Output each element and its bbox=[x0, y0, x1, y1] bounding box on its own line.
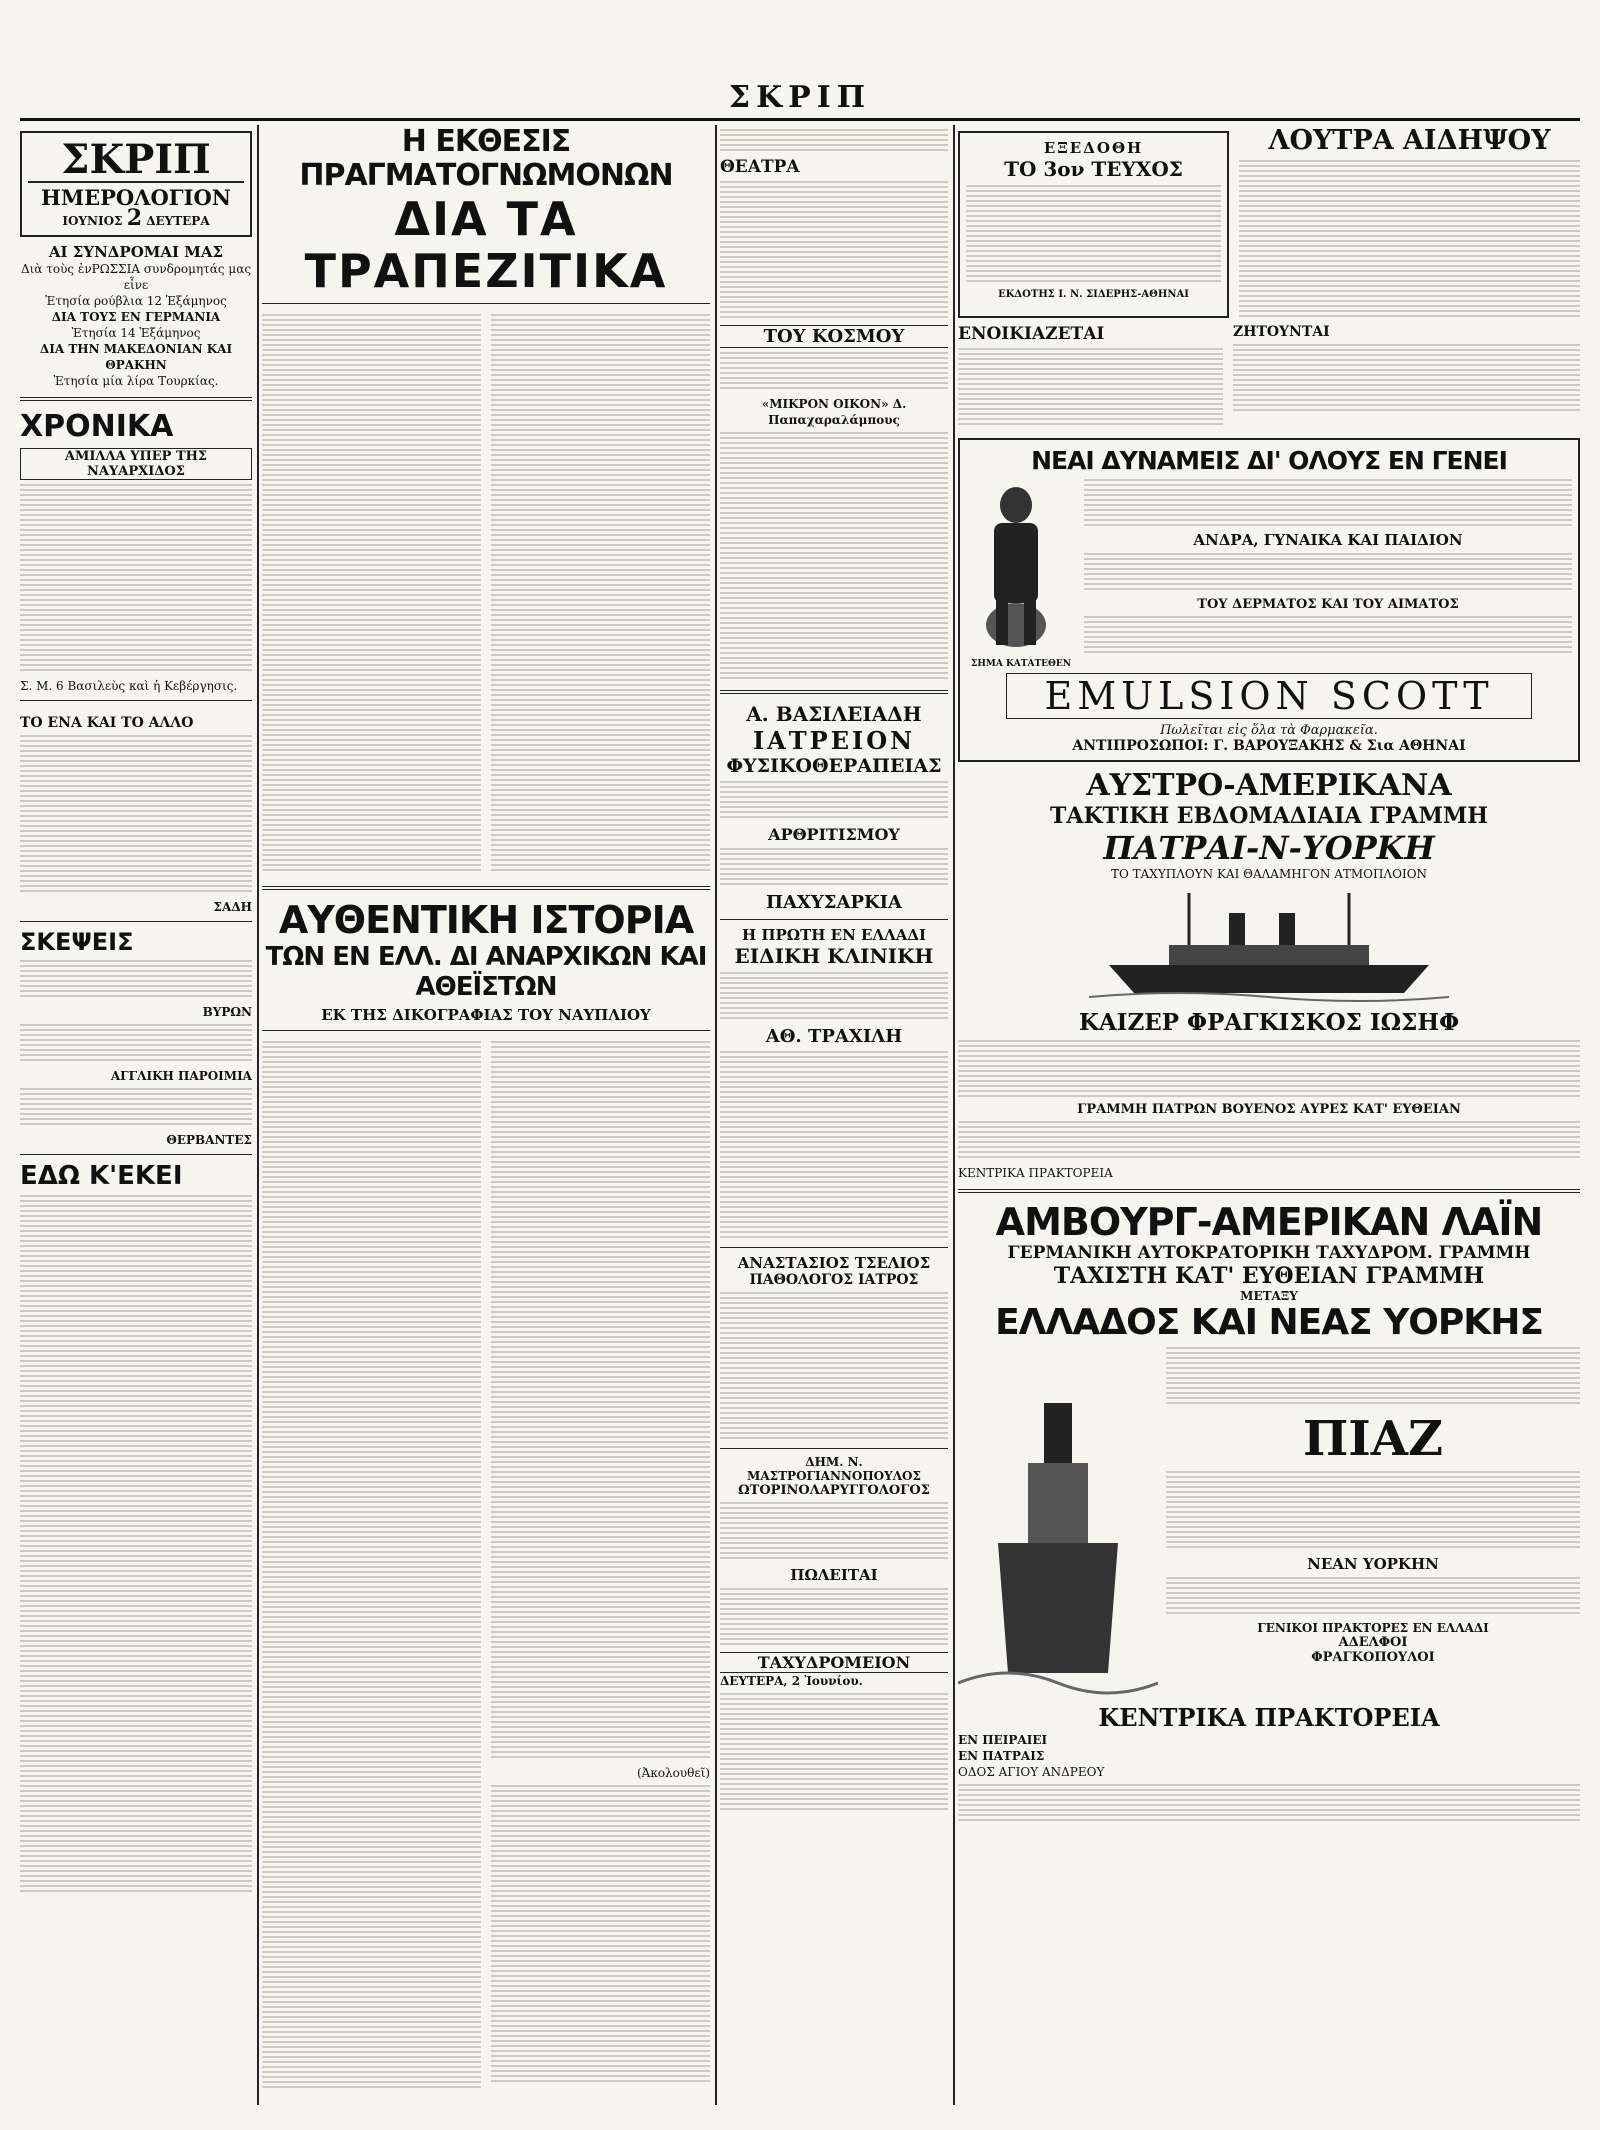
divider bbox=[20, 1154, 252, 1155]
text-block bbox=[720, 1292, 948, 1442]
section-title: ΤΑΧΥΔΡΟΜΕΙΟΝ bbox=[720, 1652, 948, 1673]
headline: Η ΕΚΘΕΣΙΣ ΠΡΑΓΜΑΤΟΓΝΩΜΟΝΩΝ bbox=[299, 125, 673, 193]
fisherman-icon bbox=[966, 475, 1066, 655]
shop-name: «ΜΙΚΡΟΝ ΟΙΚΟΝ» Δ. Παπαχαραλάμπους bbox=[761, 397, 907, 427]
trademark-label: ΣΗΜΑ ΚΑΤΑΤΕΘΕΝ bbox=[971, 659, 1071, 669]
ad-title: ΙΑΤΡΕΙΟΝ bbox=[752, 726, 916, 755]
text-block bbox=[720, 848, 948, 888]
text-block bbox=[720, 432, 948, 682]
doctor-name: Α. ΒΑΣΙΛΕΙΑΔΗ bbox=[746, 702, 922, 726]
subs-line: Ἐτησία 14 Ἑξάμηνος bbox=[71, 326, 201, 340]
ad-title: ΚΕΝΤΡΙΚΑ ΠΡΑΚΤΟΡΕΙΑ bbox=[1098, 1703, 1440, 1732]
section-subtitle: ΑΜΙΛΛΑ ΥΠΕΡ ΤΗΣ ΝΑΥΑΡΧΙΔΟΣ bbox=[20, 448, 252, 480]
ad-title: ΑΥΣΤΡΟ-ΑΜΕΡΙΚΑΝΑ bbox=[1086, 768, 1452, 803]
author: ΘΕΡΒΑΝΤΕΣ bbox=[166, 1133, 252, 1147]
text-block bbox=[720, 1588, 948, 1648]
column-4 bbox=[958, 125, 1580, 2110]
ad-title: ΤΟ 3ον ΤΕΥΧΟΣ bbox=[1004, 157, 1183, 181]
column-3 bbox=[720, 125, 948, 2110]
divider bbox=[20, 700, 252, 701]
text-block bbox=[491, 314, 710, 874]
book-ad bbox=[958, 131, 1229, 318]
text-block bbox=[958, 1121, 1580, 1161]
ad-title: ΑΡΘΡΙΤΙΣΜΟΥ bbox=[768, 825, 900, 844]
text-block bbox=[1084, 616, 1572, 656]
doctor-title: ΩΤΟΡΙΝΟΛΑΡΥΓΓΟΛΟΓΟΣ bbox=[738, 1483, 930, 1498]
divider bbox=[20, 921, 252, 922]
pharmacies-note: Πωλεῖται εἰς ὅλα τὰ Φαρμακεῖα. bbox=[1160, 723, 1378, 738]
text-block bbox=[20, 484, 252, 674]
doctor-name: ΑΘ. ΤΡΑΧΙΛΗ bbox=[765, 1026, 903, 1047]
emulsion-ad bbox=[958, 438, 1580, 762]
text-block bbox=[491, 1041, 710, 1761]
text-block bbox=[1166, 1577, 1580, 1617]
text-block bbox=[1233, 344, 1580, 414]
divider bbox=[720, 1448, 948, 1449]
section-title: ΧΡΟΝΙΚΑ bbox=[20, 409, 174, 444]
author: ΒΥΡΩΝ bbox=[202, 1005, 252, 1019]
top-rule bbox=[20, 118, 1580, 121]
logo-box bbox=[20, 131, 252, 237]
text-block bbox=[1084, 479, 1572, 527]
headline: ΔΙΑ ΤΑ ΤΡΑΠΕΖΙΤΙΚΑ bbox=[304, 192, 668, 298]
ad-subtitle: ΓΕΡΜΑΝΙΚΗ ΑΥΤΟΚΡΑΤΟΡΙΚΗ ΤΑΧΥΔΡΟΜ. ΓΡΑΜΜΗ bbox=[1007, 1243, 1531, 1263]
ad-subtitle: ΜΕΤΑΞΥ bbox=[1240, 1289, 1298, 1303]
text-block bbox=[958, 1040, 1580, 1098]
ad-subtitle: ΤΟΥ ΔΕΡΜΑΤΟΣ ΚΑΙ ΤΟΥ ΑΙΜΑΤΟΣ bbox=[1197, 597, 1459, 612]
column-divider bbox=[257, 125, 259, 2105]
section-date: ΔΕΥΤΕΡΑ, 2 Ἰουνίου. bbox=[720, 1674, 863, 1688]
divider bbox=[20, 397, 252, 401]
divider bbox=[262, 303, 710, 304]
text-block bbox=[1166, 1347, 1580, 1407]
subs-line: ΔΙΑ ΤΗΝ ΜΑΚΕΔΟΝΙΑΝ ΚΑΙ ΘΡΑΚΗΝ bbox=[39, 342, 233, 372]
rent-ad bbox=[958, 324, 1223, 432]
text-block bbox=[720, 781, 948, 821]
subs-line: Ἐτησία μία λίρα Τουρκίας. bbox=[53, 374, 219, 388]
section-title: ΤΟ ΕΝΑ ΚΑΙ ΤΟ ΑΛΛΟ bbox=[20, 715, 194, 731]
subs-line: Ἐτησία ρούβλια 12 Ἑξάμηνος bbox=[45, 294, 227, 308]
logo: ΣΚΡΙΠ bbox=[61, 136, 211, 183]
ad-title: ΕΞΕΔΟΘΗ bbox=[1043, 139, 1144, 157]
story-title: ΑΥΘΕΝΤΙΚΗ ΙΣΤΟΡΙΑ bbox=[278, 898, 694, 942]
baths-ad bbox=[1239, 125, 1580, 324]
masthead-title: ΣΚΡΙΠ bbox=[728, 80, 872, 115]
ad-title: ΑΜΒΟΥΡΓ-ΑΜΕΡΙΚΑΝ ΛΑΪΝ bbox=[995, 1200, 1543, 1244]
ad-subtitle: ΑΝΔΡΑ, ΓΥΝΑΙΚΑ ΚΑΙ ΠΑΙΔΙΟΝ bbox=[1193, 531, 1463, 549]
text-block bbox=[720, 1051, 948, 1241]
text-block bbox=[720, 129, 948, 153]
author: ΑΓΓΛΙΚΗ ΠΑΡΟΙΜΙΑ bbox=[110, 1069, 252, 1083]
agents-title: ΓΕΝΙΚΟΙ ΠΡΑΚΤΟΡΕΣ ΕΝ ΕΛΛΑΔΙ bbox=[1257, 1621, 1489, 1635]
publisher: ΕΚΔΟΤΗΣ Ι. Ν. ΣΙΔΕΡΗΣ-ΑΘΗΝΑΙ bbox=[998, 289, 1189, 300]
story-subtitle: ΕΚ ΤΗΣ ΔΙΚΟΓΡΑΦΙΑΣ ΤΟΥ ΝΑΥΠΛΙΟΥ bbox=[321, 1006, 651, 1024]
article-col bbox=[262, 1037, 481, 2095]
text-block bbox=[20, 1088, 252, 1128]
ad-route: ΓΡΑΜΜΗ ΠΑΤΡΩΝ ΒΟΥΕΝΟΣ ΑΥΡΕΣ ΚΑΤ' ΕΥΘΕΙΑΝ bbox=[1077, 1102, 1461, 1117]
poem-block bbox=[20, 735, 252, 895]
section-title: ΘΕΑΤΡΑ bbox=[720, 157, 800, 177]
author: ΣΑΔΗ bbox=[213, 900, 252, 914]
text-block bbox=[20, 1024, 252, 1064]
divider bbox=[720, 1247, 948, 1248]
column-divider bbox=[953, 125, 955, 2105]
month: ΙΟΥΝΙΟΣ bbox=[62, 214, 123, 228]
hamburg-body bbox=[958, 1343, 1580, 1703]
ad-title: ΦΥΣΙΚΟΘΕΡΑΠΕΙΑΣ bbox=[726, 755, 942, 777]
ship-name: ΠΙΑΖ bbox=[1302, 1411, 1444, 1467]
emulsion-text bbox=[1084, 475, 1572, 669]
section-title: ΕΔΩ Κ'ΕΚΕΙ bbox=[20, 1161, 183, 1191]
agents-name: ΑΔΕΛΦΟΙ bbox=[1338, 1635, 1408, 1650]
ship-name: ΚΑΙΖΕΡ ΦΡΑΓΚΙΣΚΟΣ ΙΩΣΗΦ bbox=[1078, 1009, 1460, 1036]
ad-subtitle: ΤΑΧΙΣΤΗ ΚΑΤ' ΕΥΘΕΙΑΝ ΓΡΑΜΜΗ bbox=[1053, 1263, 1485, 1289]
hamburg-text bbox=[1166, 1343, 1580, 1703]
ad-title: ΠΩΛΕΙΤΑΙ bbox=[790, 1566, 878, 1584]
continued-note: (Ἀκολουθεῖ) bbox=[636, 1766, 710, 1780]
text-block bbox=[720, 1693, 948, 1813]
divider bbox=[262, 886, 710, 890]
ad-subtitle: ΤΑΚΤΙΚΗ ΕΒΔΟΜΑΔΙΑΙΑ ΓΡΑΜΜΗ bbox=[1050, 803, 1488, 829]
masthead bbox=[0, 0, 1600, 120]
text-block bbox=[262, 314, 481, 874]
agency-line: ΚΕΝΤΡΙΚΑ ΠΡΑΚΤΟΡΕΙΑ bbox=[958, 1166, 1113, 1180]
text-block bbox=[262, 1041, 481, 2091]
representatives: ΑΝΤΙΠΡΟΣΩΠΟΙ: Γ. ΒΑΡΟΥΞΑΚΗΣ & Σια ΑΘΗΝΑΙ bbox=[1072, 738, 1466, 754]
doctor-title: ΠΑΘΟΛΟΓΟΣ ΙΑΤΡΟΣ bbox=[749, 1272, 919, 1288]
agency-city: ΕΝ ΠΑΤΡΑΙΣ bbox=[958, 1749, 1045, 1763]
ad-title: ΠΑΧΥΣΑΡΚΙΑ bbox=[765, 892, 903, 913]
subs-line: Διὰ τοὺς ἐνΡΩΣΣΙΑ συνδρομητάς μας εἶνε bbox=[20, 262, 252, 292]
divider bbox=[262, 1030, 710, 1031]
divider bbox=[958, 1189, 1580, 1193]
text-block bbox=[958, 1784, 1580, 1824]
text-block bbox=[966, 185, 1221, 285]
second-row bbox=[958, 324, 1580, 432]
section-title: ΤΟΥ ΚΟΣΜΟΥ bbox=[720, 325, 948, 348]
doctor-name: ΑΝΑΣΤΑΣΙΟΣ ΤΣΕΛΙΟΣ bbox=[737, 1254, 931, 1272]
ad-route: ΕΛΛΑΔΟΣ ΚΑΙ ΝΕΑΣ ΥΟΡΚΗΣ bbox=[995, 1302, 1543, 1343]
article-col bbox=[491, 1037, 710, 2095]
ad-title: ΛΟΥΤΡΑ ΑΙΔΗΨΟΥ bbox=[1268, 125, 1551, 156]
ad-title: ΕΝΟΙΚΙΑΖΕΤΑΙ bbox=[958, 324, 1105, 344]
subs-line: ΔΙΑ ΤΟΥΣ ΕΝ ΓΕΡΜΑΝΙΑ bbox=[51, 310, 221, 324]
trademark-area bbox=[966, 475, 1076, 669]
agency-address: ΟΔΟΣ ΑΓΙΟΥ ΑΝΔΡΕΟΥ bbox=[958, 1765, 1105, 1779]
article-columns bbox=[262, 1037, 710, 2095]
wanted-ad bbox=[1233, 324, 1580, 432]
text-block bbox=[20, 960, 252, 1000]
text-block bbox=[720, 1502, 948, 1562]
ocean-liner-icon bbox=[958, 1343, 1158, 1703]
ad-title: ΕΙΔΙΚΗ ΚΛΙΝΙΚΗ bbox=[734, 944, 934, 968]
emulsion-brand: EMULSION SCOTT bbox=[1006, 673, 1532, 719]
text-block bbox=[20, 1195, 252, 1895]
article-col bbox=[491, 310, 710, 878]
text-block bbox=[491, 1785, 710, 2085]
signature: Σ. Μ. 6 Βασιλεὺς καὶ ἡ Κεβέργησις. bbox=[20, 679, 238, 693]
text-block bbox=[720, 352, 948, 392]
text-block bbox=[1239, 160, 1580, 320]
text-block bbox=[720, 181, 948, 321]
column-divider bbox=[715, 125, 717, 2105]
agents-name: ΦΡΑΓΚΟΠΟΥΛΟΙ bbox=[1311, 1650, 1435, 1665]
top-row bbox=[958, 125, 1580, 324]
article-col bbox=[262, 310, 481, 878]
text-block bbox=[720, 972, 948, 1022]
divider bbox=[720, 690, 948, 694]
subs-title: ΑΙ ΣΥΝΔΡΟΜΑΙ ΜΑΣ bbox=[48, 243, 224, 261]
ad-title: Η ΠΡΩΤΗ ΕΝ ΕΛΛΑΔΙ bbox=[741, 926, 927, 944]
weekday: ΔΕΥΤΕΡΑ bbox=[146, 214, 210, 228]
text-block bbox=[958, 348, 1223, 428]
column-1 bbox=[20, 125, 252, 2110]
article-columns bbox=[262, 310, 710, 878]
story-title: ΤΩΝ ΕΝ ΕΛΛ. ΔΙ ΑΝΑΡΧΙΚΩΝ ΚΑΙ ΑΘΕΪΣΤΩΝ bbox=[265, 942, 707, 1002]
day-number: 2 bbox=[126, 205, 143, 231]
ad-title: ΝΕΑΙ ΔΥΝΑΜΕΙΣ ΔΙ' ΟΛΟΥΣ ΕΝ ΓΕΝΕΙ bbox=[1031, 446, 1507, 475]
ad-title: ΖΗΤΟΥΝΤΑΙ bbox=[1233, 324, 1330, 340]
column-2 bbox=[262, 125, 710, 2110]
section-title: ΣΚΕΨΕΙΣ bbox=[20, 928, 134, 956]
date-line bbox=[28, 205, 244, 231]
destination: ΝΕΑΝ ΥΟΡΚΗΝ bbox=[1307, 1555, 1439, 1573]
divider bbox=[720, 919, 948, 920]
emulsion-body bbox=[966, 475, 1572, 669]
text-block bbox=[1084, 553, 1572, 593]
text-block bbox=[1166, 1471, 1580, 1551]
agency-city: ΕΝ ΠΕΙΡΑΙΕΙ bbox=[958, 1733, 1048, 1747]
ad-route: ΠΑΤΡΑΙ-Ν-ΥΟΡΚΗ bbox=[1103, 829, 1435, 867]
steamship-icon bbox=[1089, 885, 1449, 1005]
ad-note: ΤΟ ΤΑΧΥΠΛΟΥΝ ΚΑΙ ΘΑΛΑΜΗΓΟΝ ΑΤΜΟΠΛΟΙΟΝ bbox=[1110, 867, 1428, 881]
doctor-name: ΔΗΜ. Ν. ΜΑΣΤΡΟΓΙΑΝΝΟΠΟΥΛΟΣ bbox=[747, 1455, 921, 1483]
calendar-title: ΗΜΕΡΟΛΟΓΙΟΝ bbox=[28, 181, 244, 210]
